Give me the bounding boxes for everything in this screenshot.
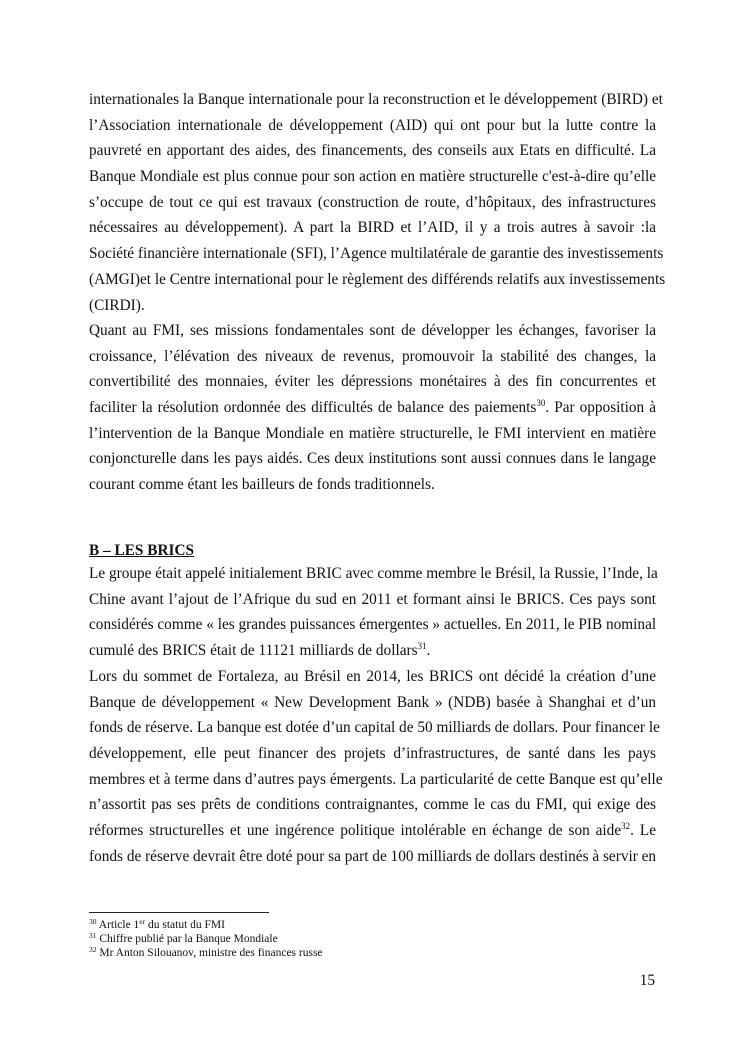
- text-segment: Banque de développement « New Development Bank » (NDB) basée à Shanghai et d’un: [89, 693, 656, 711]
- footnote-text: Mr Anton Silouanov, ministre des finances russe: [96, 947, 323, 959]
- text-line: [89, 267, 666, 293]
- text-segment: (CIRDI).: [89, 296, 145, 314]
- paragraph-brics-intro: [89, 561, 656, 664]
- footnote-separator: [89, 912, 269, 913]
- footnote-number: 32: [89, 945, 97, 954]
- text-line: [89, 446, 656, 472]
- text-line: [89, 587, 656, 613]
- text-segment: croissance, l’élévation des niveaux de revenus, promouvoir la stabilité des changes, la: [89, 347, 656, 365]
- paragraph-ndb: [89, 664, 663, 870]
- text-segment: conjoncturelle dans les pays aidés. Ces deux institutions sont aussi connues dans le langage: [89, 450, 656, 468]
- text-line: [89, 190, 656, 216]
- text-segment: courant comme étant les bailleurs de fonds traditionnels.: [89, 476, 435, 494]
- footnote: [89, 932, 323, 946]
- text-line: [89, 293, 656, 319]
- text-line: [89, 818, 656, 844]
- text-line: [89, 421, 656, 447]
- footnote-reference[interactable]: 30: [536, 398, 546, 409]
- footnote-number: 30: [89, 917, 97, 926]
- text-line: [89, 612, 656, 638]
- footnotes: [89, 918, 323, 960]
- text-line: [89, 138, 656, 164]
- text-segment: fonds de réserve devrait être doté pour sa part de 100 milliards de dollars destinés à servir en: [89, 847, 657, 865]
- text-line: [89, 215, 656, 241]
- text-line: [89, 344, 656, 370]
- text-segment: convertibilité des monnaies, éviter les dépressions monétaires à des fin concurrentes et: [89, 373, 656, 391]
- text-line: [89, 395, 656, 421]
- text-line: [89, 767, 663, 793]
- footnote-text: Chiffre publié par la Banque Mondiale: [96, 933, 278, 945]
- text-segment: .: [426, 642, 431, 660]
- paragraph-institutions: [89, 87, 666, 318]
- text-line: [89, 638, 656, 664]
- text-segment: nécessaires au développement). A part la BIRD et l’AID, il y a trois autres à savoir :la: [89, 219, 656, 237]
- footnote-number: 31: [89, 931, 97, 940]
- text-segment: développement, elle peut financer des projets d’infrastructures, de santé dans les pays: [89, 745, 656, 763]
- text-segment: membres et à terme dans d’autres pays émergents. La particularité de cette Banque est qu’elle: [89, 770, 663, 788]
- text-segment: cumulé des BRICS était de 11121 milliards de dollars: [89, 642, 418, 660]
- text-line: [89, 164, 656, 190]
- footnote: [89, 946, 323, 960]
- footnote-text: du statut du FMI: [145, 919, 225, 931]
- text-segment: Lors du sommet de Fortaleza, au Brésil en 2014, les BRICS ont décidé la création d’une: [89, 668, 656, 685]
- text-line: [89, 715, 660, 741]
- footnote-reference[interactable]: 31: [417, 641, 427, 652]
- text-segment: Le groupe était appelé initialement BRIC avec comme membre le Brésil, la Russie, l’Inde, la: [89, 565, 658, 582]
- text-line: [89, 318, 656, 344]
- text-line: [89, 369, 656, 395]
- text-segment: faciliter la résolution ordonnée des difficultés de balance des paiements: [89, 399, 537, 417]
- text-line: [89, 741, 656, 767]
- text-segment: . Le: [630, 822, 656, 840]
- text-segment: pauvreté en apportant des aides, des financements, des conseils aux Etats en difficulté. La: [89, 142, 656, 160]
- text-segment: . Par opposition à: [545, 399, 656, 417]
- text-segment: Chine avant l’ajout de l’Afrique du sud en 2011 et formant ainsi le BRICS. Ces pays sont: [89, 590, 656, 608]
- text-segment: s’occupe de tout ce qui est travaux (construction de route, d’hôpitaux, des infrastructures: [89, 193, 656, 211]
- text-line: [89, 113, 656, 139]
- text-segment: (AMGI)et le Centre international pour le règlement des différends relatifs aux investissements: [89, 270, 666, 288]
- text-line: [89, 241, 664, 267]
- text-line: [89, 664, 656, 690]
- footnote-superscript: er: [139, 917, 146, 926]
- text-segment: Banque Mondiale est plus connue pour son action en matière structurelle c'est-à-dire qu’elle: [89, 168, 656, 186]
- text-segment: internationales la Banque internationale pour la reconstruction et le développement (BIRD) et: [89, 91, 663, 108]
- text-line: [89, 561, 656, 587]
- text-segment: n’assortit pas ses prêts de conditions contraignantes, comme le cas du FMI, qui exige des: [89, 796, 656, 814]
- text-segment: l’Association internationale de développement (AID) qui ont pour but la lutte contre la: [89, 116, 656, 134]
- footnote-reference[interactable]: 32: [621, 821, 631, 832]
- text-segment: Société financière internationale (SFI), l’Agence multilatérale de garantie des investissements: [89, 245, 664, 263]
- text-segment: considérés comme « les grandes puissances émergentes » actuelles. En 2011, le PIB nominal: [89, 616, 657, 634]
- text-line: [89, 690, 656, 716]
- section-heading: B – LES BRICS: [89, 542, 194, 559]
- footnote-text: Article 1: [96, 919, 140, 931]
- footnote: [89, 918, 323, 932]
- text-line: [89, 792, 656, 818]
- text-line: [89, 472, 656, 498]
- paragraph-fmi: [89, 318, 656, 498]
- text-segment: réformes structurelles et une ingérence politique intolérable en échange de son aide: [89, 822, 622, 840]
- text-segment: Quant au FMI, ses missions fondamentales sont de développer les échanges, favoriser la: [89, 322, 656, 339]
- text-line: [89, 844, 656, 870]
- page-number: 15: [639, 972, 655, 989]
- text-segment: fonds de réserve. La banque est dotée d’un capital de 50 milliards de dollars. Pour financer le: [89, 719, 660, 737]
- text-line: [89, 87, 663, 113]
- text-segment: l’intervention de la Banque Mondiale en matière structurelle, le FMI intervient en matière: [89, 424, 656, 442]
